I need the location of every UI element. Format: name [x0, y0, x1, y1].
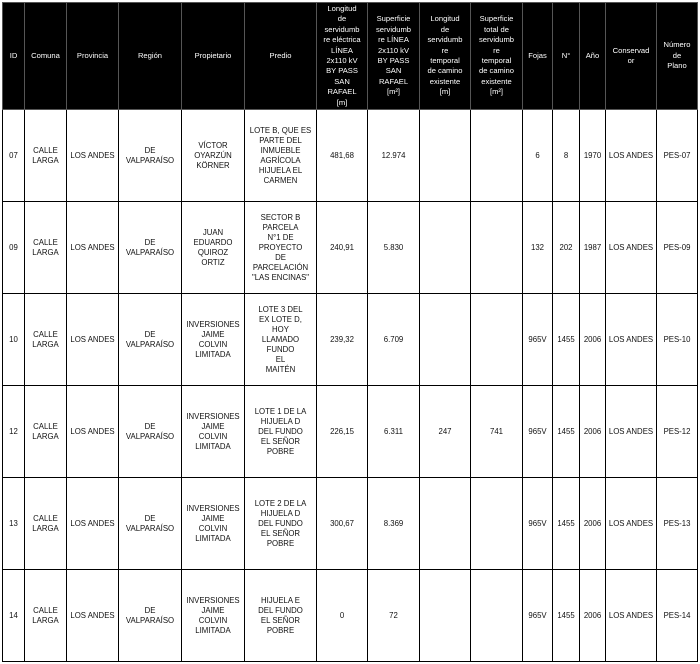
cell-numero-plano	[657, 294, 698, 386]
header-label: Predio	[269, 50, 292, 60]
cell-region	[119, 110, 182, 202]
table-row	[3, 386, 698, 478]
cell-longitud-servidumbre	[317, 294, 368, 386]
cell-id	[3, 478, 25, 570]
cell-value: INVERSIONES JAIME COLVIN LIMITADA	[186, 319, 240, 359]
cell-longitud-temporal	[420, 110, 471, 202]
cell-region	[119, 386, 182, 478]
cell-superficie-servidumbre	[368, 202, 420, 294]
cell-predio	[245, 570, 317, 662]
cell-predio	[245, 110, 317, 202]
cell-numero	[553, 294, 580, 386]
header-row	[3, 3, 698, 110]
cell-id	[3, 386, 25, 478]
header-cell-conservador	[606, 3, 657, 110]
cell-value: PES-09	[663, 242, 691, 252]
header-label: Región	[137, 50, 163, 60]
cell-value: 6.311	[384, 426, 403, 436]
cell-longitud-servidumbre	[317, 570, 368, 662]
cell-value: DE VALPARAÍSO	[125, 513, 175, 533]
cell-longitud-temporal	[420, 202, 471, 294]
header-cell-region	[119, 3, 182, 110]
cell-value: INVERSIONES JAIME COLVIN LIMITADA	[186, 503, 240, 543]
cell-value: LOTE 2 DE LA HIJUELA D DEL FUNDO EL SEÑOR POBRE	[254, 498, 307, 548]
header-label: Comuna	[31, 50, 60, 60]
header-cell-longitud-temporal	[420, 3, 471, 110]
cell-value: 965V	[528, 610, 547, 620]
cell-value: 1455	[557, 610, 575, 620]
cell-value: 1455	[557, 426, 575, 436]
cell-value: 5.830	[383, 242, 404, 252]
cell-value: 1987	[583, 242, 602, 252]
cell-value: LOS ANDES	[608, 334, 654, 344]
table-container	[2, 2, 697, 662]
cell-value: LOTE 3 DEL EX LOTE D, HOY LLAMADO FUNDO EL MAITÉN	[258, 304, 303, 374]
cell-value: 239,32	[330, 334, 354, 344]
cell-value: 132	[530, 242, 544, 252]
cell-value: LOS ANDES	[70, 518, 115, 528]
table-row	[3, 110, 698, 202]
cell-id	[3, 570, 25, 662]
cell-numero	[553, 386, 580, 478]
cell-provincia	[67, 386, 119, 478]
cell-value: 247	[438, 426, 452, 436]
cell-value: CALLE LARGA	[32, 513, 59, 533]
header-cell-id	[3, 3, 25, 110]
cell-value: 481,68	[330, 150, 354, 160]
cell-value: 6.709	[383, 334, 404, 344]
cell-value: LOS ANDES	[608, 242, 654, 252]
cell-value: SECTOR B PARCELA N°1 DE PROYECTO DE PARCELACIÓN "LAS ENCINAS"	[251, 212, 310, 282]
cell-anio	[580, 202, 606, 294]
cell-superficie-servidumbre	[368, 570, 420, 662]
cell-longitud-temporal	[420, 570, 471, 662]
cell-longitud-servidumbre	[317, 202, 368, 294]
cell-id	[3, 294, 25, 386]
cell-anio	[580, 478, 606, 570]
cell-value: PES-13	[663, 518, 691, 528]
cell-value: 965V	[528, 518, 547, 528]
cell-conservador	[606, 294, 657, 386]
cell-value: INVERSIONES JAIME COLVIN LIMITADA	[186, 411, 240, 451]
header-cell-longitud-servidumbre	[317, 3, 368, 110]
cell-value: 14	[9, 610, 18, 620]
cell-fojas	[523, 478, 553, 570]
header-label: Número de Plano	[663, 40, 691, 71]
cell-numero	[553, 110, 580, 202]
cell-comuna	[25, 202, 67, 294]
cell-value: LOTE 1 DE LA HIJUELA D DEL FUNDO EL SEÑOR POBRE	[254, 406, 307, 456]
cell-value: PES-14	[663, 610, 691, 620]
cell-provincia	[67, 294, 119, 386]
header-cell-propietario	[182, 3, 245, 110]
cell-predio	[245, 294, 317, 386]
cell-longitud-temporal	[420, 478, 471, 570]
cell-fojas	[523, 202, 553, 294]
cell-provincia	[67, 110, 119, 202]
cell-value: LOTE B, QUE ES PARTE DEL INMUEBLE AGRÍCOLA HIJUELA EL CARMEN	[249, 125, 312, 185]
cell-value: 10	[9, 334, 18, 344]
cell-value: 202	[559, 242, 573, 252]
cell-value: CALLE LARGA	[32, 237, 59, 257]
cell-value: LOS ANDES	[608, 518, 654, 528]
cell-comuna	[25, 570, 67, 662]
cell-value: DE VALPARAÍSO	[125, 237, 175, 257]
cell-value: INVERSIONES JAIME COLVIN LIMITADA	[186, 595, 240, 635]
header-cell-superficie-temporal	[471, 3, 523, 110]
cell-value: JUAN EDUARDO QUIROZ ORTIZ	[193, 227, 233, 267]
cell-longitud-temporal	[420, 294, 471, 386]
cell-value: DE VALPARAÍSO	[125, 421, 175, 441]
cell-region	[119, 202, 182, 294]
cell-value: 741	[489, 426, 503, 436]
cell-value: 965V	[528, 426, 547, 436]
cell-superficie-temporal	[471, 294, 523, 386]
header-label: Conservad or	[612, 45, 650, 66]
cell-value: 72	[389, 610, 398, 620]
cell-conservador	[606, 570, 657, 662]
cell-propietario	[182, 202, 245, 294]
cell-value: PES-07	[663, 150, 691, 160]
cell-value: 240,91	[330, 242, 354, 252]
header-label: Año	[585, 50, 600, 60]
header-cell-predio	[245, 3, 317, 110]
cell-predio	[245, 202, 317, 294]
header-label: Longitud de servidumb re temporal de camino existente [m]	[427, 14, 463, 97]
cell-numero	[553, 478, 580, 570]
cell-propietario	[182, 570, 245, 662]
cell-fojas	[523, 110, 553, 202]
cell-value: LOS ANDES	[70, 150, 115, 160]
cell-comuna	[25, 478, 67, 570]
cell-value: CALLE LARGA	[32, 145, 59, 165]
cell-superficie-servidumbre	[368, 478, 420, 570]
table-row	[3, 570, 698, 662]
cell-longitud-temporal	[420, 386, 471, 478]
cell-value: 1970	[583, 150, 602, 160]
cell-value: LOS ANDES	[70, 242, 115, 252]
cell-value: CALLE LARGA	[32, 421, 59, 441]
cell-value: 2006	[583, 334, 602, 344]
cell-region	[119, 294, 182, 386]
table-body	[3, 110, 698, 662]
cell-region	[119, 478, 182, 570]
header-label: Longitud de servidumb re eléctrica LÍNEA 2x110 kV BY PASS SAN RAFAEL [m]	[323, 4, 361, 107]
cell-region	[119, 570, 182, 662]
cell-superficie-servidumbre	[368, 386, 420, 478]
cell-anio	[580, 294, 606, 386]
cell-superficie-servidumbre	[368, 294, 420, 386]
cell-fojas	[523, 570, 553, 662]
cell-numero-plano	[657, 570, 698, 662]
cell-value: LOS ANDES	[608, 426, 654, 436]
cell-value: 13	[9, 518, 18, 528]
cell-fojas	[523, 386, 553, 478]
cell-anio	[580, 386, 606, 478]
cell-comuna	[25, 294, 67, 386]
cell-value: 09	[9, 242, 18, 252]
cell-provincia	[67, 478, 119, 570]
header-label: Propietario	[194, 50, 232, 60]
cell-value: LOS ANDES	[608, 150, 654, 160]
cell-propietario	[182, 294, 245, 386]
cell-conservador	[606, 110, 657, 202]
servidumbre-table	[2, 2, 698, 662]
cell-value: 2006	[583, 426, 602, 436]
cell-value: DE VALPARAÍSO	[125, 145, 175, 165]
cell-propietario	[182, 478, 245, 570]
header-cell-anio	[580, 3, 606, 110]
cell-superficie-temporal	[471, 386, 523, 478]
cell-superficie-temporal	[471, 202, 523, 294]
cell-value: LOS ANDES	[608, 610, 654, 620]
cell-value: 2006	[583, 610, 602, 620]
cell-value: 226,15	[330, 426, 354, 436]
cell-numero	[553, 202, 580, 294]
cell-anio	[580, 570, 606, 662]
cell-comuna	[25, 386, 67, 478]
cell-longitud-servidumbre	[317, 110, 368, 202]
cell-value: 12.974	[381, 150, 406, 160]
cell-conservador	[606, 386, 657, 478]
table-header	[3, 3, 698, 110]
table-row	[3, 294, 698, 386]
cell-value: 0	[339, 610, 345, 620]
cell-comuna	[25, 110, 67, 202]
cell-fojas	[523, 294, 553, 386]
cell-superficie-temporal	[471, 478, 523, 570]
cell-numero-plano	[657, 386, 698, 478]
cell-value: DE VALPARAÍSO	[125, 605, 175, 625]
cell-propietario	[182, 110, 245, 202]
cell-value: 1455	[557, 334, 575, 344]
header-label: Fojas	[528, 50, 547, 60]
cell-value: 8	[563, 150, 569, 160]
cell-value: VÍCTOR OYARZÚN KÖRNER	[194, 140, 232, 170]
header-label: Superficie total de servidumb re temporal de camino existente [m²]	[478, 14, 515, 97]
header-label: Superficie servidumb re LÍNEA 2x110 kV BY PASS SAN RAFAEL [m²]	[375, 14, 412, 97]
table-row	[3, 202, 698, 294]
cell-value: 965V	[528, 334, 547, 344]
cell-value: 6	[535, 150, 540, 160]
header-label: Provincia	[76, 50, 109, 60]
cell-value: 12	[9, 426, 18, 436]
cell-value: PES-12	[663, 426, 691, 436]
cell-value: HIJUELA E DEL FUNDO EL SEÑOR POBRE	[258, 595, 303, 635]
cell-value: CALLE LARGA	[32, 329, 59, 349]
header-cell-provincia	[67, 3, 119, 110]
cell-value: 1455	[557, 518, 575, 528]
header-cell-comuna	[25, 3, 67, 110]
header-cell-fojas	[523, 3, 553, 110]
cell-predio	[245, 478, 317, 570]
cell-value: 2006	[583, 518, 602, 528]
header-cell-numero-plano	[657, 3, 698, 110]
header-cell-superficie-servidumbre	[368, 3, 420, 110]
cell-numero-plano	[657, 202, 698, 294]
cell-superficie-temporal	[471, 110, 523, 202]
cell-propietario	[182, 386, 245, 478]
cell-numero-plano	[657, 478, 698, 570]
table-row	[3, 478, 698, 570]
cell-longitud-servidumbre	[317, 478, 368, 570]
cell-predio	[245, 386, 317, 478]
cell-value: DE VALPARAÍSO	[125, 329, 175, 349]
cell-longitud-servidumbre	[317, 386, 368, 478]
cell-value: 07	[9, 150, 18, 160]
cell-numero	[553, 570, 580, 662]
cell-id	[3, 110, 25, 202]
cell-numero-plano	[657, 110, 698, 202]
cell-superficie-servidumbre	[368, 110, 420, 202]
cell-anio	[580, 110, 606, 202]
cell-id	[3, 202, 25, 294]
cell-value: PES-10	[663, 334, 691, 344]
cell-conservador	[606, 478, 657, 570]
header-label: ID	[9, 50, 18, 60]
cell-value: LOS ANDES	[70, 334, 115, 344]
cell-conservador	[606, 202, 657, 294]
header-cell-numero	[553, 3, 580, 110]
cell-provincia	[67, 570, 119, 662]
cell-value: 8.369	[383, 518, 404, 528]
header-label: N°	[561, 50, 571, 60]
cell-value: LOS ANDES	[70, 426, 115, 436]
cell-superficie-temporal	[471, 570, 523, 662]
cell-value: 300,67	[330, 518, 354, 528]
cell-provincia	[67, 202, 119, 294]
cell-value: LOS ANDES	[70, 610, 115, 620]
cell-value: CALLE LARGA	[32, 605, 59, 625]
